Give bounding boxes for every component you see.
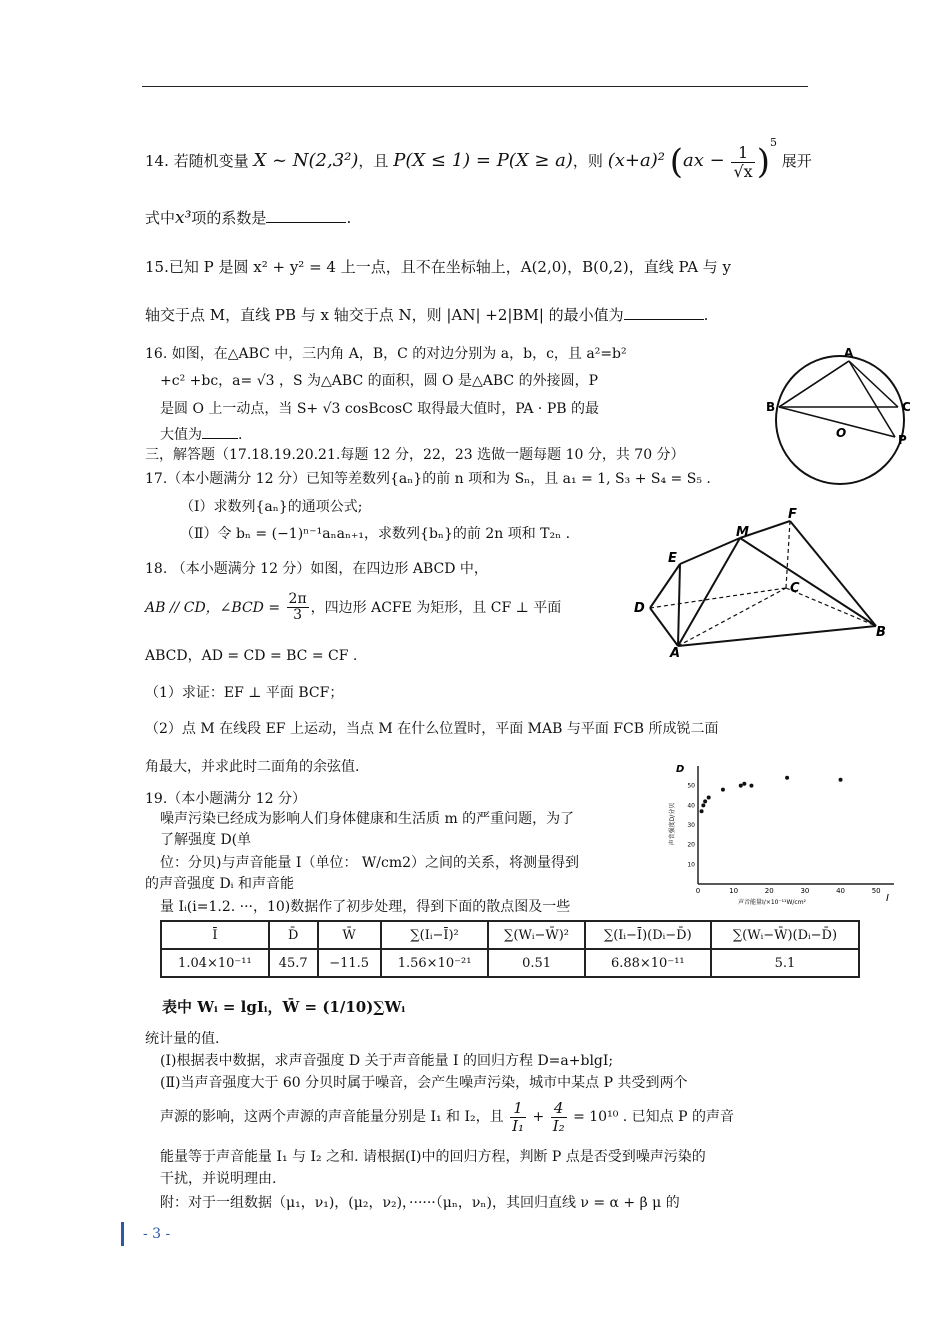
q17-line2: （Ⅰ）求数列{aₙ}的通项公式; [180, 499, 363, 515]
edge-ab [678, 626, 876, 646]
frac1-den: I₁ [512, 1116, 525, 1135]
table-value-row [161, 949, 859, 977]
frac1-num: 1 [510, 1100, 526, 1118]
header-cell: ∑(Wᵢ−W̄)² [488, 921, 584, 949]
q14-exponent: 5 [769, 136, 777, 149]
frac2-den: I₂ [552, 1116, 565, 1135]
q17-line3: （Ⅱ）令 bₙ = (−1)ⁿ⁻¹aₙaₙ₊₁，求数列{bₙ}的前 2n 项和 T₂ₙ . [180, 526, 571, 542]
scatter-point [839, 778, 843, 782]
vector-pa [779, 361, 849, 407]
scatter-point [721, 788, 725, 792]
q18-line6: 角最大，并求此时二面角的余弦值. [145, 759, 360, 775]
q19-line5: 的声音强度 Dᵢ 和声音能 [145, 876, 294, 892]
x-axis-title: 声音能量I/×10⁻¹¹W/cm² [738, 899, 806, 906]
scatter-point [742, 782, 746, 786]
q19-line4: 位：分贝)与声音能量 I（单位： W/cm2）之间的关系，将测量得到 [160, 855, 580, 871]
y-axis-title: 声音强度D/分贝 [669, 802, 676, 846]
x-tick-label: 50 [871, 887, 881, 895]
table-note: 表中 Wᵢ = lgIᵢ，W̄ = (1/10)∑Wᵢ [162, 998, 406, 1016]
scatter-point [703, 799, 707, 803]
y-tick-label: 30 [687, 822, 695, 829]
edge-ea [678, 564, 680, 646]
value-cell: 45.7 [269, 949, 318, 977]
page-number: - 3 - [143, 1226, 171, 1242]
q19-line7: 统计量的值. [145, 1031, 220, 1047]
q14-end: . [346, 209, 352, 227]
edge-fb [790, 521, 876, 626]
q15-answer-blank[interactable] [624, 305, 704, 320]
value-cell: 0.51 [488, 949, 584, 977]
q14-math-4: ax − [683, 150, 725, 171]
edge-em [680, 538, 740, 564]
q19-line8: (Ⅰ)根据表中数据，求声音强度 D 关于声音能量 I 的回归方程 D=a+blgI; [160, 1053, 614, 1069]
q19-line10 [160, 1100, 734, 1134]
header-rule [142, 86, 808, 87]
header-cell: ∑(Iᵢ−Ī)² [381, 921, 489, 949]
q14-math-2: P(X ≤ 1) = P(X ≥ a) [393, 150, 573, 171]
fraction-1-over-i1 [510, 1100, 526, 1134]
label-o: O [836, 426, 847, 440]
q16-line3: 是圆 O 上一动点，当 S+ √3 cosBcosC 取得最大值时，PA · PB 的最 [160, 401, 599, 417]
y-tick-label: 50 [687, 782, 695, 790]
scatter-point [701, 803, 705, 807]
value-cell: 1.04×10⁻¹¹ [161, 949, 269, 977]
y-tick-label: 40 [687, 802, 695, 810]
q14-fraction [731, 144, 754, 180]
edge-mb [740, 538, 876, 626]
q16-line2: +c² +bc，a= √3 ，S 为△ABC 的面积，圆 O 是△ABC 的外接圆，P [160, 373, 598, 389]
q16-end: . [238, 427, 243, 443]
header-cell: ∑(Iᵢ−Ī)(Dᵢ−D̄) [585, 921, 711, 949]
section3-heading: 三，解答题（17.18.19.20.21.每题 12 分，22，23 选做一题每题 10 分，共 70 分） [145, 447, 685, 463]
y-tick-label: 10 [687, 861, 695, 869]
label-e: E [668, 551, 677, 566]
q16-line4-text: 大值为 [160, 427, 202, 443]
q18-line3: ABCD，AD = CD = BC = CF . [145, 648, 358, 664]
q19-line11: 能量等于声音能量 I₁ 与 I₂ 之和. 请根据(Ⅰ)中的回归方程，判断 P 点是否受到噪声污染的 [160, 1149, 706, 1165]
scatter-point [707, 795, 711, 799]
q19-line3: 了解强度 D(单 [160, 832, 252, 848]
q14-text-3: ，则 [572, 152, 603, 170]
label-d: D [634, 601, 645, 616]
label-p: P [898, 433, 907, 447]
label-c18: C [790, 581, 800, 596]
label-a18: A [670, 646, 681, 658]
statistics-table [160, 920, 860, 978]
q19-line2: 噪声污染已经成为影响人们身体健康和生活质 m 的严重问题，为了 [160, 811, 575, 827]
header-cell: Ī [161, 921, 269, 949]
y-tick-label: 20 [687, 841, 695, 849]
q14-frac-num: 1 [731, 144, 754, 163]
q18-line5: （2）点 M 在线段 EF 上运动，当点 M 在什么位置时，平面 MAB 与平面 FCB 所成锐二面 [145, 721, 719, 737]
label-m: M [736, 525, 749, 540]
header-cell: ∑(Wᵢ−W̄)(Dᵢ−D̄) [711, 921, 859, 949]
q14-text-2: ，且 [358, 152, 389, 170]
q15-end: . [703, 306, 709, 324]
q16-circle-figure [764, 345, 914, 495]
x-letter: I [886, 893, 889, 904]
q16-line1: 16. 如图，在△ABC 中，三内角 A，B，C 的对边分别为 a，b，c，且 a²=b² [145, 346, 627, 362]
value-cell: 1.56×10⁻²¹ [381, 949, 489, 977]
edge-da [650, 608, 678, 646]
q16-answer-blank[interactable] [202, 424, 238, 439]
page-number-bar [121, 1222, 124, 1246]
q16-line4 [160, 424, 242, 444]
q19-line12: 干扰，并说明理由. [160, 1171, 277, 1187]
q18-fraction [287, 592, 309, 624]
scatter-point [749, 784, 753, 788]
q18-line2-a: AB // CD，∠BCD = [145, 599, 281, 616]
q18-line2 [145, 592, 561, 624]
q19-line1: 19.（本小题满分 12 分） [145, 791, 306, 807]
q14-text-1: 若随机变量 [173, 152, 249, 170]
q19-line10-a: 声源的影响，这两个声源的声音能量分别是 I₁ 和 I₂，且 [160, 1109, 504, 1125]
q14-line1 [145, 136, 812, 182]
scatter-point [700, 809, 704, 813]
plus-sign: + [532, 1109, 545, 1125]
q15-line2 [145, 304, 708, 325]
q18-line4: （1）求证：EF ⊥ 平面 BCF； [145, 685, 344, 701]
x-tick-label: 30 [800, 887, 810, 895]
q14-math-1: X ~ N(2,3²) [253, 150, 359, 171]
x-tick-label: 10 [729, 887, 739, 895]
value-cell: −11.5 [318, 949, 381, 977]
q19-line6: 量 Iᵢ(i=1.2. ···，10)数据作了初步处理，得到下面的散点图及一些 [160, 899, 571, 915]
value-cell: 5.1 [711, 949, 859, 977]
q18-frac-den: 3 [293, 607, 303, 624]
label-b: B [766, 400, 776, 414]
label-a: A [844, 346, 854, 360]
q14-answer-blank[interactable] [266, 208, 346, 223]
label-b18: B [876, 625, 886, 640]
x-tick-label: 40 [836, 887, 846, 895]
q19-line9: (Ⅱ)当声音强度大于 60 分贝时属于噪音，会产生噪声污染，城市中某点 P 共受到两个 [160, 1075, 688, 1091]
q14-text-4: 展开 [781, 152, 812, 170]
edge-ma [678, 538, 740, 646]
scatter-point [739, 784, 743, 788]
x-tick-label: 20 [764, 887, 774, 895]
q14-line2-a: 式中 [145, 209, 176, 227]
x-tick-label: 0 [695, 887, 701, 895]
y-letter: D [676, 764, 685, 775]
q14-math-3: (x+a)² [607, 150, 665, 171]
label-f: F [788, 508, 797, 522]
q14-line2-b: 项的系数是 [191, 209, 267, 227]
q14-line2-math: x³ [175, 208, 192, 228]
value-cell: 6.88×10⁻¹¹ [585, 949, 711, 977]
scatter-point [785, 776, 789, 780]
edge-fc [786, 521, 790, 588]
edge-dc [650, 588, 786, 608]
q18-line2-b: ，四边形 ACFE 为矩形，且 CF ⊥ 平面 [310, 599, 562, 616]
q14-number: 14. [145, 152, 169, 170]
q19-line10-b: = 10¹⁰ . 已知点 P 的声音 [573, 1109, 734, 1125]
q18-frac-num: 2π [288, 591, 307, 607]
q17-line1: 17.（本小题满分 12 分）已知等差数列{aₙ}的前 n 项和为 Sₙ，且 a₁ = 1, S₃ + S₄ = S₅ . [145, 471, 711, 487]
q15-line2-text: 轴交于点 M，直线 PB 与 x 轴交于点 N，则 |AN| +2|BM| 的最小值为 [145, 306, 624, 324]
q18-line1: 18. （本小题满分 12 分）如图，在四边形 ABCD 中， [145, 561, 488, 577]
table-header-row [161, 921, 859, 949]
q14-line2 [145, 207, 351, 228]
segment-ap [849, 361, 895, 437]
header-cell: W̄ [318, 921, 381, 949]
q18-solid-figure [628, 508, 898, 658]
header-cell: D̄ [269, 921, 318, 949]
fraction-4-over-i2 [551, 1100, 567, 1134]
q15-line1: 15.已知 P 是圆 x² + y² = 4 上一点，且不在坐标轴上，A(2,0)，B(0,2)，直线 PA 与 y [145, 258, 732, 276]
frac2-num: 4 [551, 1100, 567, 1118]
q14-frac-den: √x [733, 161, 753, 181]
edge-ed [650, 564, 680, 608]
label-c: C [902, 400, 911, 414]
q14-paren-open: ( [669, 142, 683, 182]
q19-line13: 附：对于一组数据（μ₁，ν₁)，(μ₂，ν₂)，······（μₙ，νₙ)，其回归直线 ν = α + β μ 的 [160, 1195, 680, 1211]
scatter-plot [662, 758, 902, 908]
q14-paren-close: ) [756, 142, 770, 182]
